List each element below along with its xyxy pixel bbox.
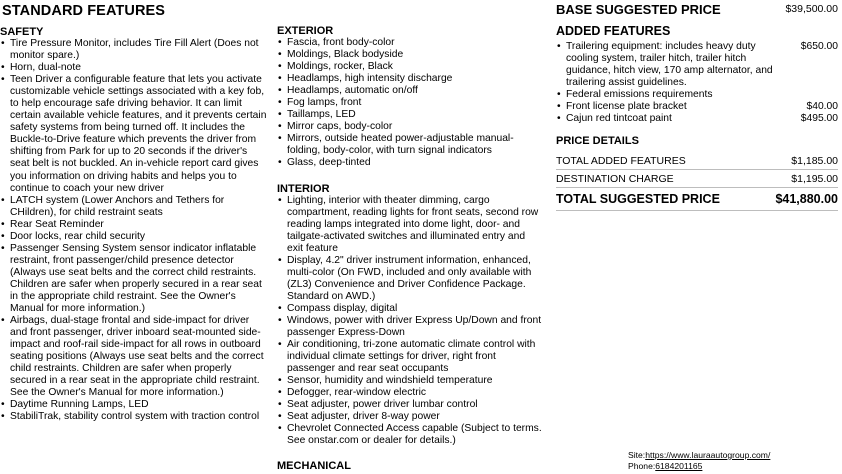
left-column: [0, 0, 268, 424]
list-item: • Seat adjuster, driver 8-way power: [277, 411, 543, 423]
total-added-row: [556, 153, 838, 170]
added-item-desc: • Federal emissions requirements: [566, 89, 713, 101]
base-price-label: BASE SUGGESTED PRICE: [556, 2, 721, 17]
added-item-amount: $40.00: [806, 101, 838, 113]
list-item: [556, 101, 838, 113]
site-label: Site:: [628, 450, 646, 460]
list-item: • Fascia, front body-color: [277, 37, 543, 49]
list-item: • Defogger, rear-window electric: [277, 387, 543, 399]
list-item: • Moldings, rocker, Black: [277, 61, 543, 73]
mechanical-heading: MECHANICAL: [277, 459, 351, 472]
site-link[interactable]: https://www.lauraautogroup.com/: [645, 450, 771, 460]
safety-list: [0, 38, 268, 424]
list-item: • Display, 4.2" driver instrument information, enhanced, multi-color (On FWD, included and only available with (ZL3) Convenience and Driver Confidence Package. Standard on AWD.): [277, 255, 543, 303]
list-item: • Lighting, interior with theater dimming, cargo compartment, reading lights for front seats, second row reading lamps integrated into dome light, door- and tailgate-activated switches and illuminated entry and exit feature: [277, 195, 543, 255]
list-item: • Headlamps, high intensity discharge: [277, 73, 543, 85]
list-item: [556, 113, 838, 125]
pricing-column: [556, 0, 838, 211]
base-price-row: [556, 2, 838, 17]
list-item: • Air conditioning, tri-zone automatic climate control with individual climate settings for driver, right front passenger and rear seat occupants: [277, 339, 543, 375]
total-added-label: TOTAL ADDED FEATURES: [556, 155, 686, 168]
phone-label: Phone:: [628, 461, 656, 471]
list-item: • Teen Driver a configurable feature that lets you activate customizable vehicle settings associated with a key fob, to help encourage safe driving behavior. It can limit certain available vehicle features, and it prevents certain safety systems from being turned off. It includes the Buckle-to-Drive feature which prevents the driver from shifting from Park for up to 20 seconds if the driver's seat belt is not buckled. An in-vehicle report card gives you information on driving habits and helps you to continue to coach your new driver: [0, 74, 268, 194]
list-item: • Airbags, dual-stage frontal and side-impact for driver and front passenger, driver inboard seat-mounted side-impact and roof-rail side-impact for all rows in outboard seating positions (Always use seat belts and the correct child restraints. Children are safer when properly secured in a rear seat in the appropriate child restraint. See the Owner's Manual for more information.): [0, 315, 268, 399]
added-item-amount: $650.00: [800, 41, 838, 52]
page-title: STANDARD FEATURES: [2, 3, 166, 19]
list-item: • Daytime Running Lamps, LED: [0, 399, 268, 411]
price-details-heading: PRICE DETAILS: [556, 135, 639, 148]
dealer-footer: [628, 450, 770, 472]
list-item: • Mirrors, outside heated power-adjustable manual-folding, body-color, with turn signal indicators: [277, 133, 543, 157]
destination-value: $1,195.00: [791, 173, 838, 186]
exterior-list: [277, 37, 543, 170]
list-item: • Windows, power with driver Express Up/Down and front passenger Express-Down: [277, 315, 543, 339]
added-item-amount: $495.00: [800, 113, 838, 125]
list-item: • Mirror caps, body-color: [277, 121, 543, 133]
list-item: • Chevrolet Connected Access capable (Subject to terms. See onstar.com or dealer for details.): [277, 423, 543, 447]
destination-row: [556, 171, 838, 188]
base-price-value: $39,500.00: [785, 3, 838, 15]
added-features-list: [556, 41, 838, 125]
phone-line: [628, 461, 770, 472]
total-price-row: [556, 189, 838, 211]
list-item: • Compass display, digital: [277, 303, 543, 315]
list-item: • Door locks, rear child security: [0, 231, 268, 243]
interior-heading: INTERIOR: [277, 182, 330, 195]
added-features-heading: ADDED FEATURES: [556, 24, 671, 38]
total-price-value: $41,880.00: [775, 192, 838, 207]
list-item: • Moldings, Black bodyside: [277, 49, 543, 61]
exterior-heading: EXTERIOR: [277, 25, 334, 37]
list-item: • Horn, dual-note: [0, 62, 268, 74]
list-item: • Tire Pressure Monitor, includes Tire Fill Alert (Does not monitor spare.): [0, 38, 268, 62]
added-item-desc: • Trailering equipment: includes heavy duty cooling system, trailer hitch, trailer hitch guidance, hitch view, 170 amp alternator, and trailering assist guidelines.: [566, 41, 773, 89]
middle-column: [277, 0, 543, 472]
list-item: • Passenger Sensing System sensor indicator inflatable restraint, front passenger/child presence detector (Always use seat belts and the correct child restraints. Children are safer when properly secured in a rear seat in the appropriate child restraint. See the Owner's Manual for more information.): [0, 243, 268, 315]
list-item: • Glass, deep-tinted: [277, 157, 543, 169]
destination-label: DESTINATION CHARGE: [556, 173, 674, 186]
list-item: [556, 41, 838, 89]
list-item: • LATCH system (Lower Anchors and Tethers for CHildren), for child restraint seats: [0, 195, 268, 219]
list-item: • Rear Seat Reminder: [0, 219, 268, 231]
total-price-label: TOTAL SUGGESTED PRICE: [556, 192, 720, 207]
list-item: • Taillamps, LED: [277, 109, 543, 121]
list-item: [556, 89, 838, 101]
phone-link[interactable]: 6184201165: [655, 461, 703, 471]
interior-list: [277, 195, 543, 448]
added-item-desc: • Front license plate bracket: [566, 101, 687, 113]
site-line: [628, 450, 770, 461]
total-added-value: $1,185.00: [791, 155, 838, 168]
list-item: • Sensor, humidity and windshield temperature: [277, 375, 543, 387]
list-item: • Fog lamps, front: [277, 97, 543, 109]
list-item: • Headlamps, automatic on/off: [277, 85, 543, 97]
list-item: • StabiliTrak, stability control system with traction control: [0, 411, 268, 423]
added-item-desc: • Cajun red tintcoat paint: [566, 113, 672, 125]
list-item: • Seat adjuster, power driver lumbar control: [277, 399, 543, 411]
safety-heading: SAFETY: [0, 26, 44, 38]
